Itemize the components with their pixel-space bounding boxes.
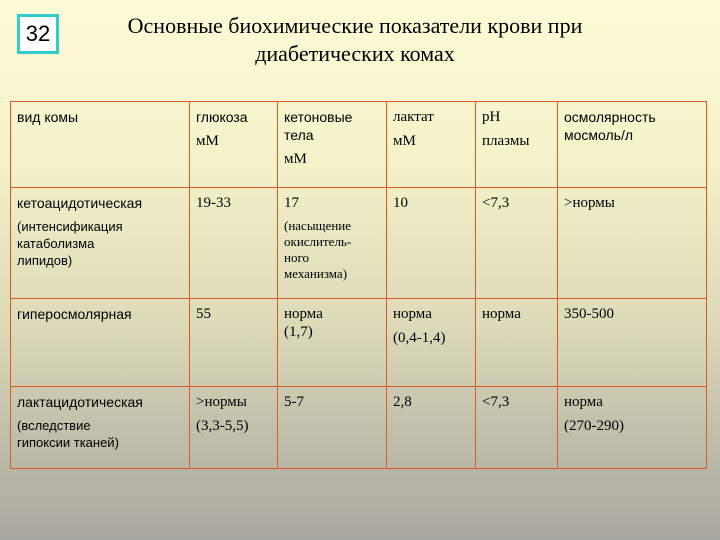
coma-ketoacidotic-note-3: липидов) xyxy=(17,253,73,268)
header-ph-plasma: плазмы xyxy=(482,133,530,149)
header-glucose: глюкоза xyxy=(196,109,248,125)
ketoacidotic-ketones-value: 17 xyxy=(284,195,299,211)
hyperosmolar-lactate-range: (0,4-1,4) xyxy=(393,330,446,346)
cell-ketoacidotic-lactate xyxy=(387,188,476,299)
hyperosmolar-lactate-value: норма xyxy=(393,306,432,322)
coma-hyperosmolar-name: гиперосмолярная xyxy=(17,306,132,322)
ketoacidotic-ketones-note-4: механизма) xyxy=(284,266,348,281)
ketoacidotic-osmolarity-value: >нормы xyxy=(564,195,615,211)
ketoacidotic-ph-value: <7,3 xyxy=(482,195,510,211)
header-coma-type: вид комы xyxy=(17,109,79,125)
header-cell-ketone-bodies xyxy=(278,102,387,188)
header-cell-coma-type xyxy=(11,102,190,188)
ketoacidotic-glucose-value: 19-33 xyxy=(196,195,231,211)
slide-title xyxy=(90,12,620,68)
cell-ketoacidotic-ketones xyxy=(278,188,387,299)
header-lactate: лактат xyxy=(393,109,434,125)
slide-number-badge: 32 xyxy=(17,14,59,54)
ketoacidotic-ketones-note-3: ного xyxy=(284,250,309,265)
hyperosmolar-ph-value: норма xyxy=(482,306,521,322)
coma-lactacidotic-note-1: (вследствие xyxy=(17,418,91,433)
coma-indicators-table xyxy=(10,101,707,469)
hyperosmolar-ketones-range: (1,7) xyxy=(284,324,313,340)
lactacidotic-ph-value: <7,3 xyxy=(482,394,510,410)
header-ketone-line-1: кетоновые xyxy=(284,109,353,125)
header-osmolarity: осмолярность xyxy=(564,109,656,125)
cell-ketoacidotic-glucose xyxy=(190,188,278,299)
coma-ketoacidotic-note-1: (интенсификация xyxy=(17,219,123,234)
lactacidotic-osmolarity-value: норма xyxy=(564,394,603,410)
cell-hyperosmolar-ketones xyxy=(278,299,387,387)
header-cell-osmolarity xyxy=(558,102,707,188)
slide-title-line-2: диабетических комах xyxy=(255,41,455,66)
header-osmolarity-unit: мосмоль/л xyxy=(564,127,634,143)
hyperosmolar-osmolarity-value: 350-500 xyxy=(564,306,614,322)
ketoacidotic-lactate-value: 10 xyxy=(393,195,408,211)
cell-coma-lactacidotic xyxy=(11,387,190,469)
cell-ketoacidotic-ph xyxy=(476,188,558,299)
coma-lactacidotic-note-2: гипоксии тканей) xyxy=(17,435,119,450)
cell-lactacidotic-ketones xyxy=(278,387,387,469)
cell-lactacidotic-ph xyxy=(476,387,558,469)
lactacidotic-glucose-range: (3,3-5,5) xyxy=(196,418,249,434)
cell-lactacidotic-glucose xyxy=(190,387,278,469)
cell-lactacidotic-lactate xyxy=(387,387,476,469)
cell-coma-hyperosmolar xyxy=(11,299,190,387)
table-row xyxy=(11,188,707,299)
ketoacidotic-ketones-note-2: окислитель- xyxy=(284,234,352,249)
table-row xyxy=(11,387,707,469)
cell-hyperosmolar-osmolarity xyxy=(558,299,707,387)
header-glucose-unit: мМ xyxy=(196,133,219,149)
header-ketone-line-2: тела xyxy=(284,127,314,143)
header-ketone-unit: мМ xyxy=(284,151,307,167)
table-row xyxy=(11,299,707,387)
slide-title-line-1: Основные биохимические показатели крови при xyxy=(127,13,583,38)
cell-hyperosmolar-ph xyxy=(476,299,558,387)
ketoacidotic-ketones-note-1: (насыщение xyxy=(284,218,352,233)
coma-ketoacidotic-note-2: катаболизма xyxy=(17,236,95,251)
lactacidotic-glucose-value: >нормы xyxy=(196,394,247,410)
coma-lactacidotic-name: лактацидотическая xyxy=(17,394,143,410)
header-ph: pH xyxy=(482,109,501,125)
cell-hyperosmolar-lactate xyxy=(387,299,476,387)
cell-ketoacidotic-osmolarity xyxy=(558,188,707,299)
lactacidotic-osmolarity-range: (270-290) xyxy=(564,418,624,434)
hyperosmolar-ketones-value: норма xyxy=(284,306,323,322)
cell-lactacidotic-osmolarity xyxy=(558,387,707,469)
hyperosmolar-glucose-value: 55 xyxy=(196,306,211,322)
header-cell-glucose xyxy=(190,102,278,188)
table-header-row xyxy=(11,102,707,188)
coma-ketoacidotic-name: кетоацидотическая xyxy=(17,195,143,211)
header-cell-lactate xyxy=(387,102,476,188)
header-lactate-unit: мМ xyxy=(393,133,416,149)
cell-coma-ketoacidotic xyxy=(11,188,190,299)
header-cell-ph xyxy=(476,102,558,188)
lactacidotic-lactate-value: 2,8 xyxy=(393,394,412,410)
cell-hyperosmolar-glucose xyxy=(190,299,278,387)
lactacidotic-ketones-value: 5-7 xyxy=(284,394,304,410)
